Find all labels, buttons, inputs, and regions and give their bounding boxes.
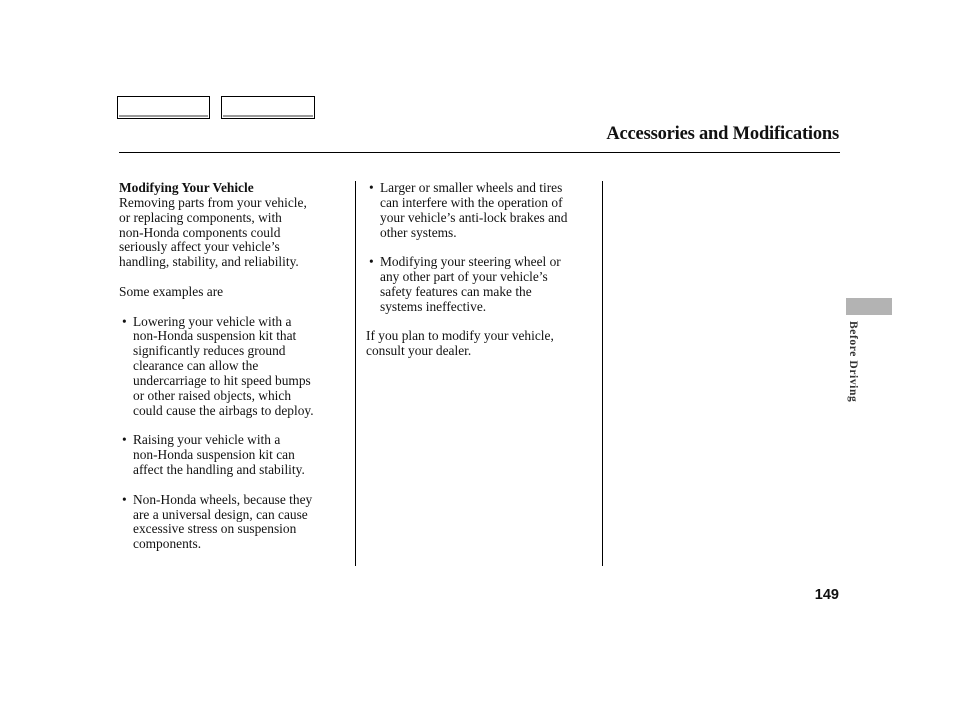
right-column <box>366 181 596 359</box>
text-line: affect the handling and stability. <box>133 462 305 478</box>
text-line: your vehicle’s anti-lock brakes and <box>380 209 568 225</box>
text-line: non-Honda components could <box>119 224 281 240</box>
text-line: undercarriage to hit speed bumps <box>133 372 311 388</box>
section-label: Before Driving <box>847 321 859 403</box>
text-line: non-Honda suspension kit that <box>133 328 297 344</box>
text-line: any other part of your vehicle’s <box>380 269 548 285</box>
section-tab[interactable] <box>846 298 892 315</box>
section-heading: Modifying Your Vehicle <box>119 180 254 195</box>
column-divider <box>602 181 603 566</box>
text-line: Removing parts from your vehicle, <box>119 194 307 210</box>
text-line: components. <box>133 536 202 552</box>
column-divider <box>355 181 356 566</box>
text-line: Larger or smaller wheels and tires <box>380 180 563 195</box>
nav-button-contents[interactable] <box>117 96 210 119</box>
text-line: other systems. <box>380 224 457 240</box>
closing-paragraph <box>366 329 596 359</box>
bullet-icon: • <box>122 432 127 448</box>
text-line: are a universal design, can cause <box>133 506 308 522</box>
text-line: could cause the airbags to deploy. <box>133 402 314 418</box>
text-line: can interfere with the operation of <box>380 194 563 210</box>
text-line: safety features can make the <box>380 283 532 299</box>
text-line: clearance can allow the <box>133 358 259 374</box>
text-line: If you plan to modify your vehicle, <box>366 328 554 344</box>
bullet-item <box>119 433 347 478</box>
bullet-item <box>366 181 596 240</box>
text-line: seriously affect your vehicle’s <box>119 239 280 255</box>
bullet-item <box>119 493 347 552</box>
bullet-icon: • <box>122 491 127 507</box>
text-line: excessive stress on suspension <box>133 521 297 537</box>
text-line: Modifying your steering wheel or <box>380 254 561 270</box>
bullet-item <box>119 315 347 419</box>
text-line: consult your dealer. <box>366 343 472 359</box>
bullet-icon: • <box>122 313 127 329</box>
text-line: or other raised objects, which <box>133 387 292 403</box>
bullet-item <box>366 255 596 314</box>
bullet-icon: • <box>369 254 374 270</box>
title-rule <box>119 152 840 153</box>
bullet-icon: • <box>369 180 374 195</box>
nav-button-index[interactable] <box>221 96 315 119</box>
text-line: systems ineffective. <box>380 298 487 314</box>
examples-intro: Some examples are <box>119 283 224 299</box>
text-line: handling, stability, and reliability. <box>119 254 299 270</box>
intro-paragraph <box>119 196 347 270</box>
page-number: 149 <box>814 587 839 603</box>
page-title: Accessories and Modifications <box>606 124 839 144</box>
text-line: non-Honda suspension kit can <box>133 447 295 463</box>
text-line: Lowering your vehicle with a <box>133 313 292 329</box>
text-line: significantly reduces ground <box>133 343 286 359</box>
text-line: Non-Honda wheels, because they <box>133 491 313 507</box>
left-column <box>119 181 347 552</box>
text-line: Raising your vehicle with a <box>133 432 281 448</box>
text-line: or replacing components, with <box>119 209 282 225</box>
